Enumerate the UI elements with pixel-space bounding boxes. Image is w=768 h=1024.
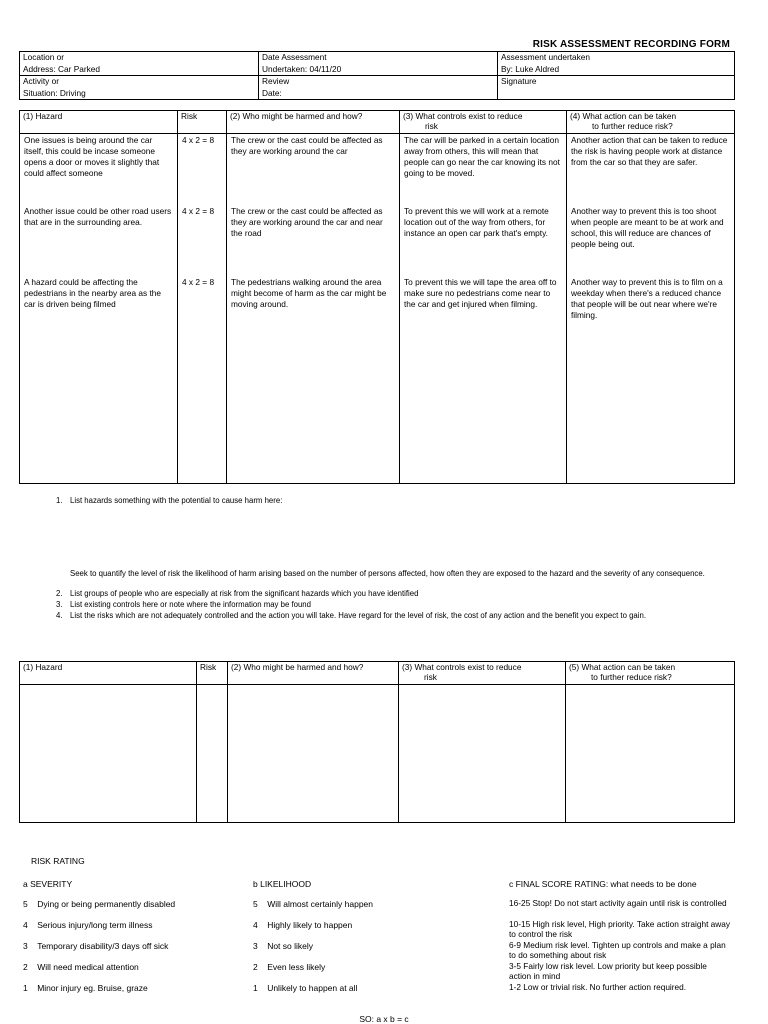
likelihood-text: Even less likely — [267, 962, 326, 972]
final-score-list — [509, 899, 731, 1004]
risk-column — [178, 134, 227, 484]
review-label: Review — [262, 76, 290, 86]
severity-text: Will need medical attention — [37, 962, 139, 972]
instruction-4-text: List the risks which are not adequately controlled and the action you will take. Have regard for the level of risk, the cost of any action and the benefit you expect to gain. — [70, 611, 647, 620]
action-row-1: Another action that can be taken to reduce the risk is having people work at distance from the car so that they are safer. — [571, 135, 728, 167]
instruction-3 — [56, 600, 736, 610]
undertaken-label: Undertaken: 04/11/20 — [262, 63, 342, 74]
empty-who-cell[interactable] — [228, 685, 399, 823]
instruction-1-text: List hazards something with the potential to cause harm here: — [70, 496, 283, 505]
likelihood-text: Unlikely to happen at all — [267, 983, 358, 993]
hazard-row-2: Another issue could be other road users that are in the surrounding area. — [24, 206, 172, 227]
severity-text: Dying or being permanently disabled — [37, 899, 176, 909]
risk-row-3: 4 x 2 = 8 — [182, 277, 215, 287]
date-assessment-label: Date Assessment — [262, 52, 327, 62]
quantify-note-text: Seek to quantify the level of risk the likelihood of harm arising based on the number of persons affected, how often they are exposed to the hazard and the severity of any consequence. — [70, 569, 705, 578]
activity-label: Activity or — [23, 76, 59, 86]
signature-cell — [498, 76, 735, 100]
severity-item — [23, 920, 243, 941]
severity-number: 1 — [23, 983, 28, 993]
activity-cell — [20, 76, 259, 100]
empty-hazard-cell[interactable] — [20, 685, 197, 823]
action-header — [567, 111, 735, 134]
instruction-4 — [56, 611, 736, 621]
severity-number: 4 — [23, 920, 28, 930]
likelihood-text: Will almost certainly happen — [267, 899, 374, 909]
likelihood-title: b LIKELIHOOD — [253, 879, 312, 889]
form-title: RISK ASSESSMENT RECORDING FORM — [532, 39, 730, 50]
action-row-3: Another way to prevent this is to film on a weekday when there's a reduced chance that people will be out near where we're filming. — [571, 277, 723, 320]
likelihood-item — [253, 920, 483, 941]
who-row-2: The crew or the cast could be affected as they are working around the car and near the road — [231, 206, 383, 238]
formula: SO: a x b = c — [359, 1014, 409, 1024]
risk-header-2: Risk — [197, 662, 228, 685]
severity-item — [23, 899, 243, 920]
who-header: (2) Who might be harmed and how? — [227, 111, 400, 134]
likelihood-number: 5 — [253, 899, 258, 909]
instruction-2-number: 2. — [56, 589, 63, 598]
signature-label: Signature — [501, 76, 537, 86]
action-header-2-line2: to further reduce risk? — [591, 672, 672, 682]
action-header-line2: to further reduce risk? — [592, 121, 673, 131]
who-row-1: The crew or the cast could be affected as they are working around the car — [231, 135, 383, 156]
severity-number: 5 — [23, 899, 28, 909]
severity-list — [23, 899, 243, 1004]
likelihood-item — [253, 899, 483, 920]
hazard-column — [20, 134, 178, 484]
likelihood-number: 4 — [253, 920, 258, 930]
action-header-2-line1: (5) What action can be taken — [569, 662, 676, 672]
location-cell — [20, 52, 259, 76]
quantify-note — [70, 569, 720, 579]
risk-row-2: 4 x 2 = 8 — [182, 206, 215, 216]
who-header-2: (2) Who might be harmed and how? — [228, 662, 399, 685]
final-score-item: 1-2 Low or trivial risk. No further action required. — [509, 982, 687, 992]
instruction-1 — [56, 496, 736, 506]
severity-item — [23, 962, 243, 983]
controls-header-line1: (3) What controls exist to reduce — [403, 111, 523, 121]
action-header-line1: (4) What action can be taken — [570, 111, 677, 121]
severity-number: 3 — [23, 941, 28, 951]
controls-header — [400, 111, 567, 134]
final-score-title: c FINAL SCORE RATING: what needs to be done — [509, 879, 697, 889]
date-assessment-cell — [259, 52, 498, 76]
final-score-item: 6-9 Medium risk level. Tighten up controls and make a plan to do something about risk — [509, 940, 726, 960]
action-column — [567, 134, 735, 484]
by-label: By: Luke Aldred — [501, 63, 560, 74]
instruction-2-text: List groups of people who are especially at risk from the significant hazards which you have identified — [70, 589, 419, 598]
action-row-2: Another way to prevent this is too shoot when people are meant to be at work and school, this will reduce are chances of people being out. — [571, 206, 724, 249]
who-column — [227, 134, 400, 484]
risk-table-2 — [19, 661, 735, 823]
location-label: Location or — [23, 52, 65, 62]
final-score-item: 16-25 Stop! Do not start activity again until risk is controlled — [509, 898, 727, 908]
risk-rating-title: RISK RATING — [31, 856, 85, 866]
situation-label: Situation: Driving — [23, 87, 86, 98]
severity-text: Serious injury/long term illness — [37, 920, 153, 930]
controls-row-1: The car will be parked in a certain location away from others, this will mean that people can go near the car knowing its not going to be moved. — [404, 135, 560, 178]
likelihood-number: 3 — [253, 941, 258, 951]
empty-action-cell[interactable] — [566, 685, 735, 823]
final-score-item: 3-5 Fairly low risk level. Low priority but keep possible action in mind — [509, 961, 707, 981]
assessment-by-cell — [498, 52, 735, 76]
severity-text: Temporary disability/3 days off sick — [37, 941, 169, 951]
likelihood-item — [253, 941, 483, 962]
controls-header-2-line2: risk — [424, 672, 437, 682]
controls-row-2: To prevent this we will work at a remote location out of the way from others, for instance an open car park that's empty. — [404, 206, 549, 238]
hazard-header: (1) Hazard — [20, 111, 178, 134]
who-row-3: The pedestrians walking around the area might become of harm as the car might be moving around. — [231, 277, 387, 309]
instruction-4-number: 4. — [56, 611, 63, 620]
likelihood-text: Not so likely — [267, 941, 314, 951]
likelihood-text: Highly likely to happen — [267, 920, 353, 930]
hazard-row-3: A hazard could be affecting the pedestrians in the nearby area as the car is driven being filmed — [24, 277, 161, 309]
severity-item — [23, 941, 243, 962]
likelihood-number: 1 — [253, 983, 258, 993]
instruction-1-number: 1. — [56, 496, 63, 505]
controls-column — [400, 134, 567, 484]
instruction-2 — [56, 589, 736, 599]
instruction-3-text: List existing controls here or note where the information may be found — [70, 600, 311, 609]
final-score-item: 10-15 High risk level, High priority. Take action straight away to control the risk — [509, 919, 731, 939]
empty-controls-cell[interactable] — [399, 685, 566, 823]
controls-header-line2: risk — [425, 121, 438, 131]
empty-risk-cell[interactable] — [197, 685, 228, 823]
risk-row-1: 4 x 2 = 8 — [182, 135, 215, 145]
review-date-label: Date: — [262, 87, 282, 98]
likelihood-number: 2 — [253, 962, 258, 972]
assessment-undertaken-label: Assessment undertaken — [501, 52, 591, 62]
severity-title: a SEVERITY — [23, 879, 73, 889]
action-header-2 — [566, 662, 735, 685]
address-label: Address: Car Parked — [23, 63, 101, 74]
hazard-row-1: One issues is being around the car itself, this could be incase someone opens a door or moves it slightly that could affect someone — [24, 135, 160, 178]
info-table — [19, 51, 735, 100]
likelihood-item — [253, 962, 483, 983]
likelihood-item — [253, 983, 483, 1004]
severity-item — [23, 983, 243, 1004]
instruction-3-number: 3. — [56, 600, 63, 609]
likelihood-list — [253, 899, 483, 1004]
controls-header-2-line1: (3) What controls exist to reduce — [402, 662, 522, 672]
hazard-header-2: (1) Hazard — [20, 662, 197, 685]
severity-text: Minor injury eg. Bruise, graze — [37, 983, 148, 993]
controls-row-3: To prevent this we will tape the area off to make sure no pedestrians come near to the car and get injured when filming. — [404, 277, 557, 309]
severity-number: 2 — [23, 962, 28, 972]
review-cell — [259, 76, 498, 100]
risk-header: Risk — [178, 111, 227, 134]
risk-table — [19, 110, 735, 484]
controls-header-2 — [399, 662, 566, 685]
